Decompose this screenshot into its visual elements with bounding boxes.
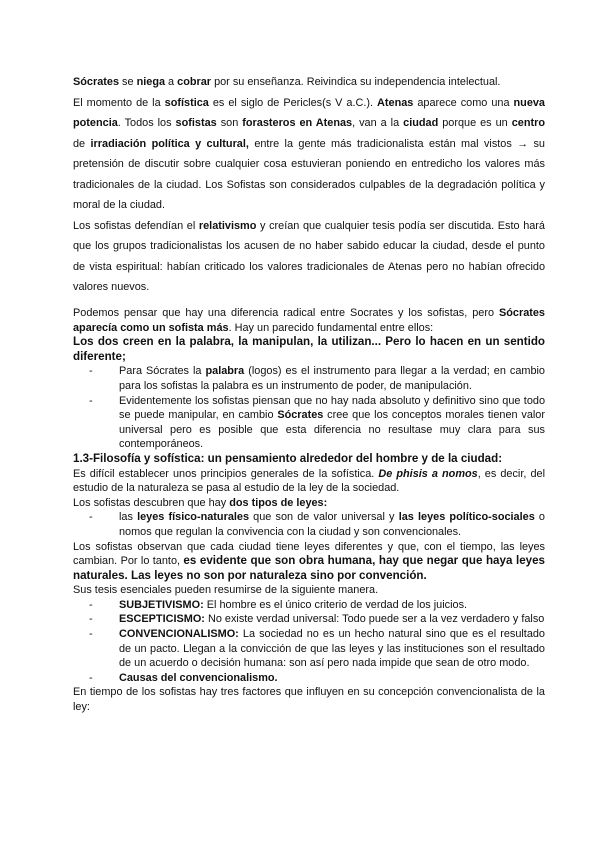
list-item: - ESCEPTICISMO: No existe verdad universal: Todo puede ser a la vez verdadero y falso	[89, 613, 545, 626]
list-item: - las leyes físico-naturales que son de valor universal y las leyes político-sociales o nomos que regulan la convivencia con la ciudad y son convencionales.	[89, 511, 545, 538]
main-section	[73, 306, 545, 715]
paragraph-momento-sofistica: El momento de la sofística es el siglo de Pericles(s V a.C.). Atenas aparece como una nueva potencia. Todos los sofistas son forasteros en Atenas, van a la ciudad porque es un centro de irradiación política y cultural, entre la gente más tradicionalista están mal vistos → su pretensión de discutir sobre cualquier cosa estuvieran poniendo en entredicho los valores más tradicionales de la ciudad. Los Sofistas son considerados culpables de la degradación política y moral de la ciudad.	[73, 96, 545, 211]
list-leyes	[73, 510, 545, 539]
paragraph-diferencia-socrates: Podemos pensar que hay una diferencia radical entre Socrates y los sofistas, pero Sócrates aparecía como un sofista más. Hay un parecido fundamental entre ellos:	[73, 307, 545, 334]
paragraph-principios: Es difícil establecer unos principios generales de la sofística. De phisis a nomos, es decir, del estudio de la naturaleza se pasa al estudio de la ley de la sociedad.	[73, 467, 546, 495]
intro-section	[73, 72, 545, 298]
list-item: - SUBJETIVISMO: El hombre es el único criterio de verdad de los juicios.	[89, 598, 468, 611]
paragraph-leyes-cambian: Los sofistas observan que cada ciudad tiene leyes diferentes y que, con el tiempo, las leyes cambian. Por lo tanto, es evidente que son obra humana, hay que negar que haya leyes naturales. Las leyes no son por naturaleza sino por convención.	[73, 540, 545, 582]
list-tesis	[73, 598, 545, 686]
list-item: - Causas del convencionalismo.	[89, 671, 278, 684]
paragraph-socrates-no-cobra: Sócrates se niega a cobrar por su enseñanza. Reivindica su independencia intelectual.	[73, 76, 501, 88]
paragraph-tesis: Sus tesis esenciales pueden resumirse de la siguiente manera.	[73, 584, 379, 597]
paragraph-palabra-bold: Los dos creen en la palabra, la manipulan, la utilizan... Pero lo hacen en un sentido diferente;	[73, 335, 545, 363]
list-item: - CONVENCIONALISMO: La sociedad no es un hecho natural sino que es el resultado de un pacto. Llegan a la convicción de que las leyes y las instituciones son el resultado de un acuerdo o decisión humana: son así pero nada impide que sean de otro modo.	[89, 628, 545, 670]
section-heading: 1.3-Filosofía y sofística: un pensamiento alrededor del hombre y de la ciudad:	[73, 451, 503, 465]
paragraph-tipos-leyes: Los sofistas descubren que hay dos tipos de leyes:	[73, 496, 328, 509]
paragraph-relativismo: Los sofistas defendían el relativismo y creían que cualquier tesis podía ser discutida. Esto hará que los grupos tradicionalistas los acusen de no haber sabido educar la ciudad, desde el punto de vista espiritual: habían criticado los valores tradicionales de Atenas pero no habían ofrecido valores nuevos.	[73, 219, 545, 293]
list-item: - Evidentemente los sofistas piensan que no hay nada absoluto y definitivo sino que todo se puede manipular, en cambio Sócrates cree que los conceptos morales tienen valor universal pero es posible que esta diferencia no resultase muy clara para sus contemporáneos.	[89, 394, 545, 451]
list-item: - Para Sócrates la palabra (logos) es el instrumento para llegar a la verdad; en cambio para los sofistas la palabra es un instrumento de poder, de manipulación.	[89, 365, 545, 392]
list-palabra	[73, 364, 545, 452]
paragraph-factores: En tiempo de los sofistas hay tres factores que influyen en su concepción convencionalista de la ley:	[73, 686, 545, 714]
